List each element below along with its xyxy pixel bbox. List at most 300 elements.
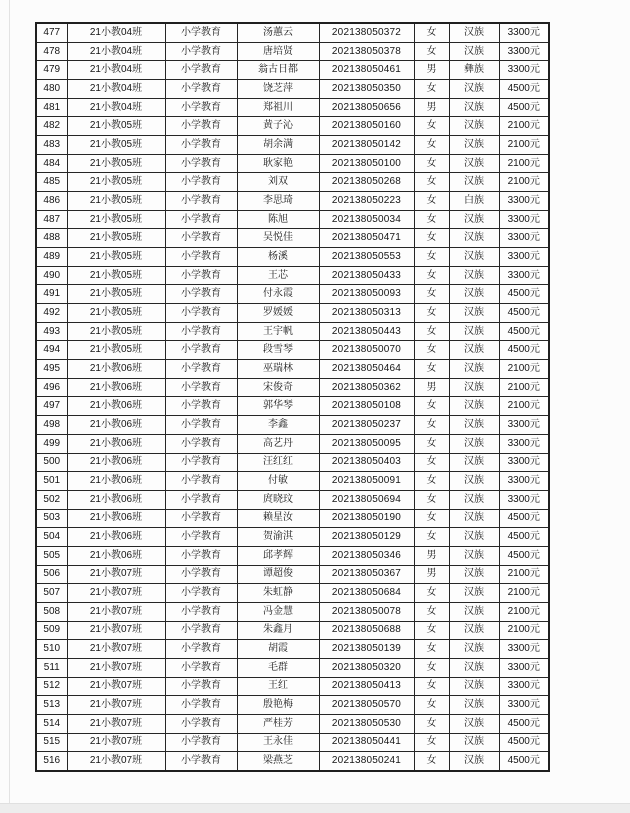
cell-name: 王红 <box>237 677 319 696</box>
cell-major: 小学教育 <box>165 173 237 192</box>
cell-student_id: 202138050237 <box>319 416 414 435</box>
cell-major: 小学教育 <box>165 304 237 323</box>
cell-amount: 3300元 <box>499 23 549 42</box>
cell-amount: 3300元 <box>499 472 549 491</box>
cell-major: 小学教育 <box>165 677 237 696</box>
cell-amount: 2100元 <box>499 360 549 379</box>
cell-gender: 女 <box>414 397 449 416</box>
cell-ethnicity: 白族 <box>449 192 499 211</box>
cell-major: 小学教育 <box>165 621 237 640</box>
cell-no: 502 <box>36 490 67 509</box>
cell-name: 王宇帆 <box>237 322 319 341</box>
cell-no: 490 <box>36 266 67 285</box>
cell-class: 21小教04班 <box>67 61 165 80</box>
cell-amount: 4500元 <box>499 752 549 771</box>
cell-gender: 女 <box>414 509 449 528</box>
table-row <box>36 322 549 341</box>
cell-class: 21小教06班 <box>67 378 165 397</box>
cell-gender: 女 <box>414 416 449 435</box>
table-row <box>36 602 549 621</box>
cell-major: 小学教育 <box>165 602 237 621</box>
cell-student_id: 202138050190 <box>319 509 414 528</box>
cell-no: 510 <box>36 640 67 659</box>
cell-major: 小学教育 <box>165 42 237 61</box>
cell-student_id: 202138050433 <box>319 266 414 285</box>
cell-no: 499 <box>36 434 67 453</box>
cell-no: 515 <box>36 733 67 752</box>
cell-student_id: 202138050372 <box>319 23 414 42</box>
cell-amount: 4500元 <box>499 546 549 565</box>
cell-class: 21小教05班 <box>67 322 165 341</box>
cell-name: 王永佳 <box>237 733 319 752</box>
cell-class: 21小教06班 <box>67 546 165 565</box>
cell-ethnicity: 汉族 <box>449 304 499 323</box>
cell-gender: 女 <box>414 453 449 472</box>
cell-ethnicity: 汉族 <box>449 602 499 621</box>
cell-name: 杨溪 <box>237 248 319 267</box>
cell-name: 郑祖川 <box>237 98 319 117</box>
cell-student_id: 202138050313 <box>319 304 414 323</box>
cell-no: 494 <box>36 341 67 360</box>
cell-ethnicity: 汉族 <box>449 42 499 61</box>
cell-major: 小学教育 <box>165 154 237 173</box>
cell-amount: 3300元 <box>499 192 549 211</box>
cell-amount: 3300元 <box>499 677 549 696</box>
cell-name: 吴悦佳 <box>237 229 319 248</box>
cell-major: 小学教育 <box>165 210 237 229</box>
cell-major: 小学教育 <box>165 528 237 547</box>
cell-student_id: 202138050139 <box>319 640 414 659</box>
cell-class: 21小教06班 <box>67 416 165 435</box>
cell-amount: 2100元 <box>499 584 549 603</box>
table-row <box>36 192 549 211</box>
page-edge-line <box>9 0 10 813</box>
cell-amount: 2100元 <box>499 136 549 155</box>
cell-class: 21小教05班 <box>67 285 165 304</box>
cell-name: 梁燕芝 <box>237 752 319 771</box>
cell-student_id: 202138050656 <box>319 98 414 117</box>
cell-student_id: 202138050367 <box>319 565 414 584</box>
cell-student_id: 202138050570 <box>319 696 414 715</box>
cell-student_id: 202138050403 <box>319 453 414 472</box>
cell-no: 513 <box>36 696 67 715</box>
table-row <box>36 136 549 155</box>
cell-amount: 2100元 <box>499 117 549 136</box>
cell-major: 小学教育 <box>165 322 237 341</box>
cell-ethnicity: 汉族 <box>449 341 499 360</box>
cell-student_id: 202138050108 <box>319 397 414 416</box>
table-row <box>36 509 549 528</box>
cell-no: 501 <box>36 472 67 491</box>
table-row <box>36 210 549 229</box>
cell-major: 小学教育 <box>165 192 237 211</box>
table-row <box>36 453 549 472</box>
cell-gender: 女 <box>414 677 449 696</box>
cell-gender: 女 <box>414 733 449 752</box>
cell-amount: 3300元 <box>499 229 549 248</box>
cell-ethnicity: 汉族 <box>449 322 499 341</box>
cell-no: 483 <box>36 136 67 155</box>
cell-no: 508 <box>36 602 67 621</box>
cell-name: 耿家艳 <box>237 154 319 173</box>
table-row <box>36 266 549 285</box>
cell-amount: 3300元 <box>499 658 549 677</box>
cell-amount: 2100元 <box>499 621 549 640</box>
cell-gender: 女 <box>414 266 449 285</box>
cell-student_id: 202138050362 <box>319 378 414 397</box>
table-row <box>36 714 549 733</box>
cell-no: 514 <box>36 714 67 733</box>
cell-major: 小学教育 <box>165 565 237 584</box>
cell-major: 小学教育 <box>165 378 237 397</box>
table-row <box>36 397 549 416</box>
cell-name: 唐培贤 <box>237 42 319 61</box>
cell-class: 21小教07班 <box>67 752 165 771</box>
cell-gender: 女 <box>414 640 449 659</box>
cell-amount: 3300元 <box>499 61 549 80</box>
cell-ethnicity: 汉族 <box>449 397 499 416</box>
cell-ethnicity: 汉族 <box>449 210 499 229</box>
table-row <box>36 752 549 771</box>
cell-amount: 3300元 <box>499 248 549 267</box>
cell-gender: 女 <box>414 154 449 173</box>
cell-ethnicity: 汉族 <box>449 266 499 285</box>
table-row <box>36 117 549 136</box>
table-row <box>36 677 549 696</box>
cell-gender: 男 <box>414 565 449 584</box>
table-row <box>36 528 549 547</box>
cell-gender: 女 <box>414 248 449 267</box>
cell-major: 小学教育 <box>165 546 237 565</box>
cell-no: 487 <box>36 210 67 229</box>
table-row <box>36 248 549 267</box>
cell-student_id: 202138050241 <box>319 752 414 771</box>
cell-amount: 3300元 <box>499 640 549 659</box>
cell-major: 小学教育 <box>165 285 237 304</box>
cell-ethnicity: 汉族 <box>449 490 499 509</box>
cell-no: 478 <box>36 42 67 61</box>
cell-name: 汤蕙云 <box>237 23 319 42</box>
cell-major: 小学教育 <box>165 752 237 771</box>
cell-class: 21小教05班 <box>67 229 165 248</box>
cell-ethnicity: 汉族 <box>449 565 499 584</box>
cell-name: 李鑫 <box>237 416 319 435</box>
cell-amount: 4500元 <box>499 304 549 323</box>
table-row <box>36 640 549 659</box>
cell-student_id: 202138050413 <box>319 677 414 696</box>
cell-gender: 女 <box>414 696 449 715</box>
cell-class: 21小教06班 <box>67 360 165 379</box>
cell-no: 489 <box>36 248 67 267</box>
cell-student_id: 202138050471 <box>319 229 414 248</box>
cell-amount: 4500元 <box>499 509 549 528</box>
cell-ethnicity: 汉族 <box>449 434 499 453</box>
cell-no: 491 <box>36 285 67 304</box>
cell-name: 贺渝淇 <box>237 528 319 547</box>
cell-student_id: 202138050223 <box>319 192 414 211</box>
cell-gender: 女 <box>414 117 449 136</box>
cell-gender: 女 <box>414 229 449 248</box>
cell-major: 小学教育 <box>165 733 237 752</box>
cell-major: 小学教育 <box>165 584 237 603</box>
cell-no: 482 <box>36 117 67 136</box>
cell-ethnicity: 汉族 <box>449 248 499 267</box>
cell-class: 21小教06班 <box>67 434 165 453</box>
cell-major: 小学教育 <box>165 472 237 491</box>
cell-name: 郭华琴 <box>237 397 319 416</box>
cell-no: 511 <box>36 658 67 677</box>
table-row <box>36 490 549 509</box>
cell-name: 胡余满 <box>237 136 319 155</box>
table-row <box>36 472 549 491</box>
cell-ethnicity: 汉族 <box>449 453 499 472</box>
table-row <box>36 733 549 752</box>
cell-no: 506 <box>36 565 67 584</box>
cell-student_id: 202138050694 <box>319 490 414 509</box>
cell-major: 小学教育 <box>165 98 237 117</box>
cell-no: 505 <box>36 546 67 565</box>
cell-amount: 3300元 <box>499 416 549 435</box>
cell-gender: 男 <box>414 546 449 565</box>
cell-class: 21小教07班 <box>67 714 165 733</box>
cell-no: 480 <box>36 80 67 99</box>
cell-class: 21小教06班 <box>67 453 165 472</box>
cell-class: 21小教07班 <box>67 584 165 603</box>
cell-student_id: 202138050129 <box>319 528 414 547</box>
cell-major: 小学教育 <box>165 658 237 677</box>
cell-ethnicity: 汉族 <box>449 80 499 99</box>
cell-student_id: 202138050443 <box>319 322 414 341</box>
cell-gender: 女 <box>414 621 449 640</box>
cell-no: 500 <box>36 453 67 472</box>
cell-ethnicity: 汉族 <box>449 173 499 192</box>
cell-major: 小学教育 <box>165 266 237 285</box>
cell-ethnicity: 汉族 <box>449 696 499 715</box>
cell-name: 邱孝辉 <box>237 546 319 565</box>
cell-gender: 男 <box>414 378 449 397</box>
cell-amount: 2100元 <box>499 565 549 584</box>
cell-gender: 女 <box>414 136 449 155</box>
cell-major: 小学教育 <box>165 136 237 155</box>
cell-gender: 女 <box>414 434 449 453</box>
cell-no: 486 <box>36 192 67 211</box>
table-row <box>36 696 549 715</box>
cell-ethnicity: 汉族 <box>449 752 499 771</box>
cell-gender: 男 <box>414 61 449 80</box>
cell-gender: 女 <box>414 472 449 491</box>
cell-gender: 女 <box>414 341 449 360</box>
cell-no: 497 <box>36 397 67 416</box>
cell-class: 21小教04班 <box>67 23 165 42</box>
cell-gender: 女 <box>414 304 449 323</box>
cell-no: 498 <box>36 416 67 435</box>
cell-gender: 女 <box>414 192 449 211</box>
cell-ethnicity: 汉族 <box>449 733 499 752</box>
cell-no: 503 <box>36 509 67 528</box>
cell-no: 484 <box>36 154 67 173</box>
table-row <box>36 229 549 248</box>
cell-amount: 2100元 <box>499 173 549 192</box>
student-table-body <box>36 23 549 771</box>
cell-amount: 3300元 <box>499 210 549 229</box>
cell-student_id: 202138050378 <box>319 42 414 61</box>
table-row <box>36 304 549 323</box>
table-row <box>36 341 549 360</box>
cell-class: 21小教05班 <box>67 154 165 173</box>
table-row <box>36 546 549 565</box>
cell-class: 21小教07班 <box>67 733 165 752</box>
cell-amount: 4500元 <box>499 285 549 304</box>
cell-class: 21小教05班 <box>67 341 165 360</box>
cell-no: 485 <box>36 173 67 192</box>
cell-student_id: 202138050070 <box>319 341 414 360</box>
cell-ethnicity: 汉族 <box>449 285 499 304</box>
cell-name: 饶芝萍 <box>237 80 319 99</box>
cell-class: 21小教04班 <box>67 80 165 99</box>
cell-major: 小学教育 <box>165 696 237 715</box>
cell-name: 罗媛媛 <box>237 304 319 323</box>
cell-no: 496 <box>36 378 67 397</box>
cell-class: 21小教05班 <box>67 266 165 285</box>
cell-no: 495 <box>36 360 67 379</box>
cell-gender: 女 <box>414 714 449 733</box>
cell-student_id: 202138050688 <box>319 621 414 640</box>
cell-amount: 3300元 <box>499 490 549 509</box>
cell-gender: 女 <box>414 173 449 192</box>
cell-name: 付敏 <box>237 472 319 491</box>
cell-name: 赖星汝 <box>237 509 319 528</box>
cell-gender: 女 <box>414 490 449 509</box>
cell-ethnicity: 汉族 <box>449 416 499 435</box>
cell-name: 段雪琴 <box>237 341 319 360</box>
cell-ethnicity: 汉族 <box>449 154 499 173</box>
cell-student_id: 202138050684 <box>319 584 414 603</box>
cell-student_id: 202138050093 <box>319 285 414 304</box>
table-row <box>36 154 549 173</box>
cell-class: 21小教05班 <box>67 210 165 229</box>
cell-name: 严桂芳 <box>237 714 319 733</box>
cell-ethnicity: 汉族 <box>449 23 499 42</box>
cell-ethnicity: 汉族 <box>449 640 499 659</box>
cell-ethnicity: 汉族 <box>449 509 499 528</box>
cell-gender: 女 <box>414 23 449 42</box>
table-row <box>36 80 549 99</box>
cell-student_id: 202138050095 <box>319 434 414 453</box>
cell-name: 朱虹静 <box>237 584 319 603</box>
cell-student_id: 202138050078 <box>319 602 414 621</box>
cell-class: 21小教06班 <box>67 509 165 528</box>
cell-major: 小学教育 <box>165 434 237 453</box>
cell-gender: 女 <box>414 528 449 547</box>
cell-student_id: 202138050142 <box>319 136 414 155</box>
cell-ethnicity: 汉族 <box>449 136 499 155</box>
cell-ethnicity: 汉族 <box>449 584 499 603</box>
cell-name: 刘双 <box>237 173 319 192</box>
table-row <box>36 285 549 304</box>
table-row <box>36 42 549 61</box>
cell-major: 小学教育 <box>165 490 237 509</box>
cell-no: 493 <box>36 322 67 341</box>
cell-ethnicity: 汉族 <box>449 658 499 677</box>
table-row <box>36 621 549 640</box>
cell-gender: 男 <box>414 98 449 117</box>
cell-amount: 2100元 <box>499 397 549 416</box>
cell-ethnicity: 汉族 <box>449 229 499 248</box>
table-row <box>36 434 549 453</box>
table-row <box>36 61 549 80</box>
table-row <box>36 173 549 192</box>
cell-name: 黄子沁 <box>237 117 319 136</box>
cell-gender: 女 <box>414 42 449 61</box>
cell-ethnicity: 汉族 <box>449 621 499 640</box>
cell-no: 479 <box>36 61 67 80</box>
cell-class: 21小教07班 <box>67 658 165 677</box>
cell-amount: 4500元 <box>499 98 549 117</box>
cell-class: 21小教07班 <box>67 696 165 715</box>
cell-major: 小学教育 <box>165 714 237 733</box>
cell-class: 21小教05班 <box>67 192 165 211</box>
cell-name: 付永霞 <box>237 285 319 304</box>
cell-major: 小学教育 <box>165 23 237 42</box>
cell-ethnicity: 汉族 <box>449 360 499 379</box>
table-row <box>36 23 549 42</box>
cell-class: 21小教05班 <box>67 173 165 192</box>
cell-student_id: 202138050100 <box>319 154 414 173</box>
cell-student_id: 202138050091 <box>319 472 414 491</box>
cell-name: 巫瑞林 <box>237 360 319 379</box>
cell-class: 21小教05班 <box>67 248 165 267</box>
cell-student_id: 202138050553 <box>319 248 414 267</box>
cell-amount: 2100元 <box>499 154 549 173</box>
table-row <box>36 416 549 435</box>
cell-class: 21小教04班 <box>67 98 165 117</box>
cell-amount: 3300元 <box>499 266 549 285</box>
cell-amount: 4500元 <box>499 733 549 752</box>
table-row <box>36 360 549 379</box>
cell-student_id: 202138050464 <box>319 360 414 379</box>
cell-ethnicity: 汉族 <box>449 117 499 136</box>
cell-class: 21小教06班 <box>67 397 165 416</box>
cell-name: 宋俊奇 <box>237 378 319 397</box>
cell-amount: 4500元 <box>499 528 549 547</box>
cell-ethnicity: 汉族 <box>449 378 499 397</box>
cell-major: 小学教育 <box>165 117 237 136</box>
cell-ethnicity: 汉族 <box>449 677 499 696</box>
cell-major: 小学教育 <box>165 80 237 99</box>
cell-name: 李思琦 <box>237 192 319 211</box>
cell-no: 507 <box>36 584 67 603</box>
cell-name: 汪红红 <box>237 453 319 472</box>
cell-class: 21小教07班 <box>67 640 165 659</box>
table-row <box>36 658 549 677</box>
cell-class: 21小教07班 <box>67 677 165 696</box>
cell-major: 小学教育 <box>165 229 237 248</box>
cell-amount: 3300元 <box>499 434 549 453</box>
cell-amount: 3300元 <box>499 42 549 61</box>
cell-class: 21小教07班 <box>67 565 165 584</box>
cell-major: 小学教育 <box>165 248 237 267</box>
cell-no: 512 <box>36 677 67 696</box>
cell-ethnicity: 汉族 <box>449 528 499 547</box>
cell-no: 477 <box>36 23 67 42</box>
cell-name: 胡霞 <box>237 640 319 659</box>
cell-class: 21小教06班 <box>67 472 165 491</box>
cell-ethnicity: 汉族 <box>449 472 499 491</box>
cell-name: 谭超俊 <box>237 565 319 584</box>
cell-major: 小学教育 <box>165 360 237 379</box>
table-row <box>36 98 549 117</box>
cell-name: 高艺丹 <box>237 434 319 453</box>
